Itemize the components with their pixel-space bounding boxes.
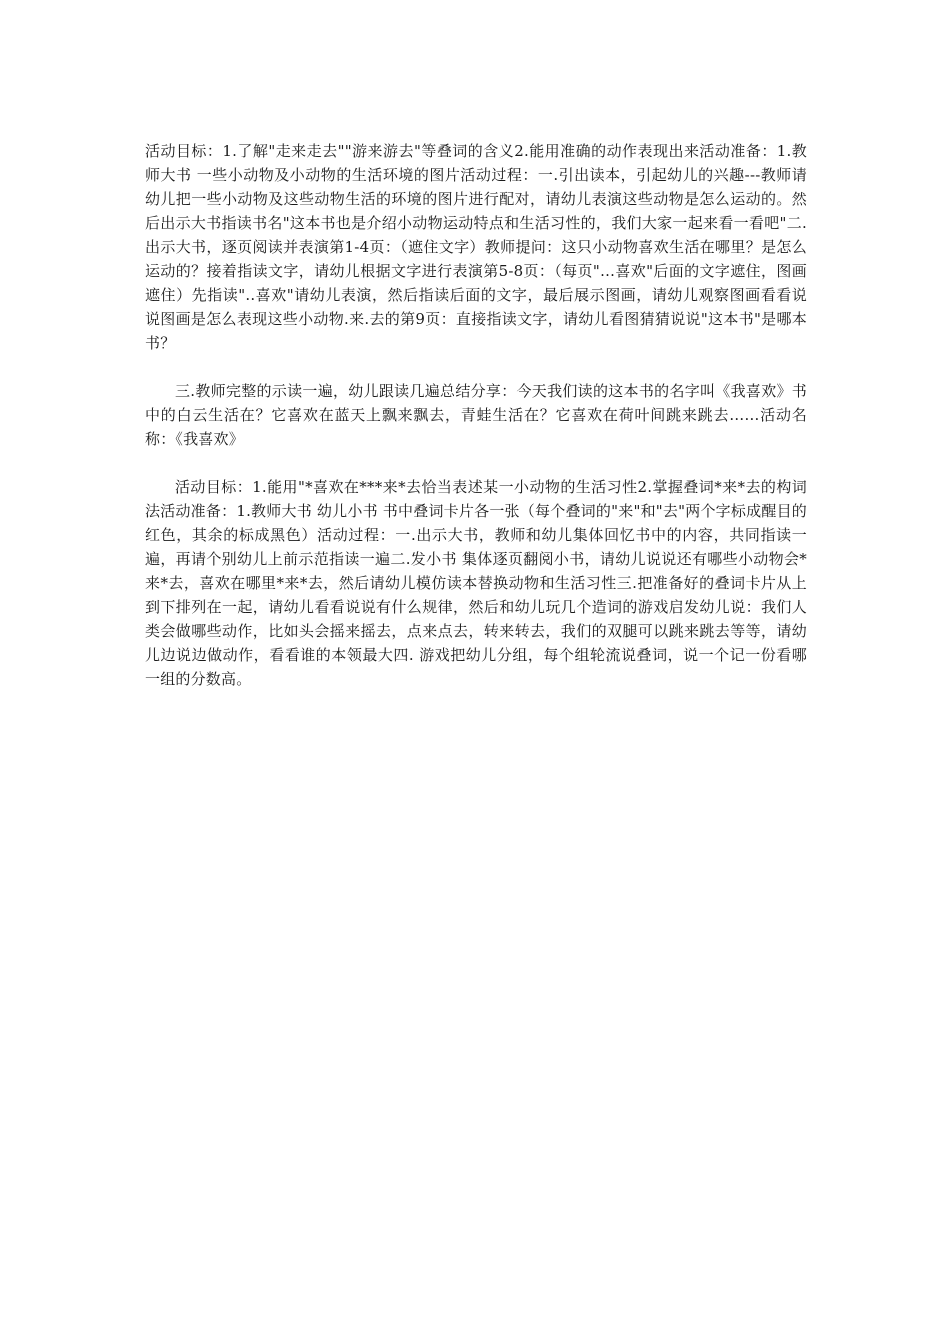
paragraph-activity-goals-1: 活动目标：1.了解"走来走去""游来游去"等叠词的含义2.能用准确的动作表现出来活动准备：1.教师大书 一些小动物及小动物的生活环境的图片活动过程：一.引出读本，引起幼儿的兴趣---教师请幼儿把一些小动物及这些动物生活的环境的图片进行配对，请幼儿表演这些动物是怎么运动的。然后出示大书指读书名"这本书也是介绍小动物运动特点和生活习性的，我们大家一起来看一看吧"二.出示大书，逐页阅读并表演第1-4页：（遮住文字）教师提问：这只小动物喜欢生活在哪里？是怎么运动的？接着指读文字，请幼儿根据文字进行表演第5-8页：（每页"…喜欢"后面的文字遮住，图画遮住）先指读"..喜欢"请幼儿表演，然后指读后面的文字，最后展示图画，请幼儿观察图画看看说说图画是怎么表现这些小动物.来.去的第9页：直接指读文字，请幼儿看图猜猜说说"这本书"是哪本书？ — [145, 142, 807, 352]
paragraph-summary-sharing: 三.教师完整的示读一遍，幼儿跟读几遍总结分享：今天我们读的这本书的名字叫《我喜欢》书中的白云生活在？它喜欢在蓝天上飘来飘去，青蛙生活在？它喜欢在荷叶间跳来跳去……活动名称：《我喜欢》 — [145, 382, 807, 448]
document-body — [145, 139, 807, 715]
paragraph-activity-goals-2: 活动目标：1.能用"*喜欢在***来*去恰当表述某一小动物的生活习性2.掌握叠词*来*去的构词法活动准备：1.教师大书 幼儿小书 书中叠词卡片各一张（每个叠词的"来"和"去"两个字标成醒目的红色，其余的标成黑色）活动过程：一.出示大书，教师和幼儿集体回忆书中的内容，共同指读一遍，再请个别幼儿上前示范指读一遍二.发小书 集体逐页翻阅小书，请幼儿说说还有哪些小动物会*来*去，喜欢在哪里*来*去，然后请幼儿模仿读本替换动物和生活习性三.把准备好的叠词卡片从上到下排列在一起，请幼儿看看说说有什么规律，然后和幼儿玩几个造词的游戏启发幼儿说：我们人类会做哪些动作，比如头会摇来摇去，点来点去，转来转去，我们的双腿可以跳来跳去等等，请幼儿边说边做动作，看看谁的本领最大四. 游戏把幼儿分组，每个组轮流说叠词，说一个记一份看哪一组的分数高。 — [145, 478, 807, 688]
